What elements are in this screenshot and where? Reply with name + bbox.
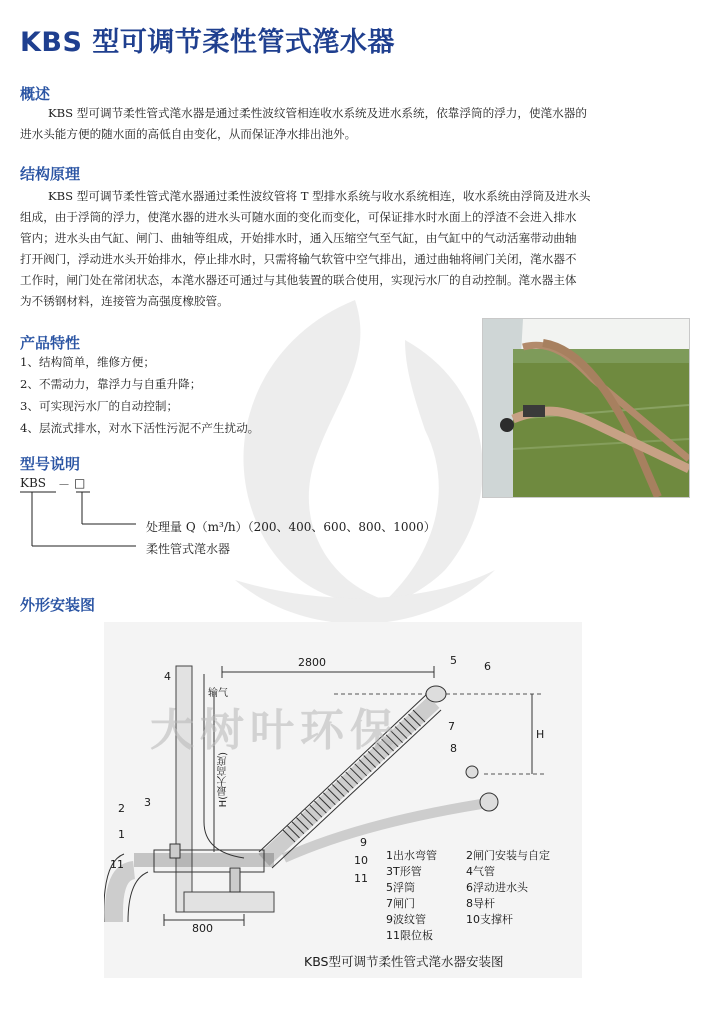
legend-item: 4气管 (466, 865, 495, 878)
principle-line-3: 管内；进水头由气缸、闸门、曲轴等组成，开始排水时，通入压缩空气至气缸，由气缸中的气动活塞带动曲轴 (20, 231, 577, 245)
legend-item: 5浮筒 (386, 881, 415, 894)
overview-line-2: 进水头能方便的随水面的高低自由变化，从而保证净水排出池外。 (20, 127, 357, 141)
callout-10: 10 (354, 854, 368, 867)
model-bracket-lines (18, 488, 158, 560)
legend-item: 2闸门安装与自定 (466, 849, 550, 862)
dim-top-label: 2800 (298, 656, 326, 669)
callout-3: 3 (144, 796, 151, 809)
diagram-legend (386, 848, 576, 944)
section-heading-install: 外形安装图 (20, 596, 96, 614)
principle-line-1: KBS 型可调节柔性管式滗水器通过柔性波纹管将 T 型排水系统与收水系统相连，收水系统由浮筒及进水头 (48, 189, 591, 203)
section-heading-overview: 概述 (20, 85, 51, 103)
model-box: □ (74, 476, 86, 490)
diagram-caption: KBS型可调节柔性管式滗水器安装图 (304, 954, 504, 969)
callout-5: 5 (450, 654, 457, 667)
air-label: 输气 (208, 688, 228, 699)
principle-line-4: 打开阀门，浮动进水头开始排水，停止排水时，只需将输气软管中空气排出，通过曲轴将闸门关闭，滗水器不 (20, 252, 577, 266)
callout-2: 2 (118, 802, 125, 815)
section-heading-model: 型号说明 (20, 455, 81, 473)
diagram-watermark-text: 大树叶环保 (150, 705, 400, 756)
leaf-watermark-icon (175, 280, 535, 640)
dim-bottom-label: 800 (192, 922, 213, 935)
model-dash: － (58, 478, 71, 492)
feature-item-1: 1、结构简单，维修方便； (20, 355, 155, 369)
principle-line-6: 为不锈钢材料，连接管为高强度橡胶管。 (20, 294, 229, 308)
callout-6: 6 (484, 660, 491, 673)
model-capacity-label: 处理量 Q（m³/h）（200、400、600、800、1000） (146, 520, 436, 534)
principle-line-5: 工作时，闸门处在常闭状态，本滗水器还可通过与其他装置的联合使用，实现污水厂的自动控制。滗水器主体 (20, 273, 577, 287)
overview-line-1: KBS 型可调节柔性管式滗水器是通过柔性波纹管相连收水系统及进水系统，依靠浮筒的浮力，使滗水器的 (48, 106, 587, 120)
legend-item: 3T形管 (386, 865, 422, 878)
callout-11-left: 11 (110, 858, 124, 871)
section-heading-principle: 结构原理 (20, 165, 81, 183)
legend-item: 10支撑杆 (466, 913, 513, 926)
section-heading-features: 产品特性 (20, 334, 81, 352)
model-product-label: 柔性管式滗水器 (146, 542, 231, 556)
feature-item-4: 4、层流式排水，对水下活性污泥不产生扰动。 (20, 421, 260, 435)
callout-4: 4 (164, 670, 171, 683)
legend-item: 11限位板 (386, 929, 433, 942)
legend-item: 9波纹管 (386, 913, 426, 926)
model-code: KBS (20, 476, 47, 490)
h-right-label: H (536, 728, 545, 741)
installation-diagram (104, 622, 582, 978)
legend-item: 8导杆 (466, 897, 495, 910)
callout-7: 7 (448, 720, 455, 733)
feature-item-3: 3、可实现污水厂的自动控制； (20, 399, 179, 413)
callout-1: 1 (118, 828, 125, 841)
feature-item-2: 2、不需动力，靠浮力与自重升降； (20, 377, 202, 391)
callout-11: 11 (354, 872, 368, 885)
h-max-label: H(最大高度) (218, 752, 229, 808)
principle-line-2: 组成，由于浮筒的浮力，使滗水器的进水头可随水面的变化而变化，可保证排水时水面上的浮渣不会进入排水 (20, 210, 577, 224)
page-title: KBS 型可调节柔性管式滗水器 (20, 27, 395, 58)
callout-8: 8 (450, 742, 457, 755)
product-photo (482, 318, 690, 498)
legend-item: 1出水弯管 (386, 849, 437, 862)
legend-item: 7闸门 (386, 897, 415, 910)
legend-item: 6浮动进水头 (466, 881, 528, 894)
callout-9: 9 (360, 836, 367, 849)
